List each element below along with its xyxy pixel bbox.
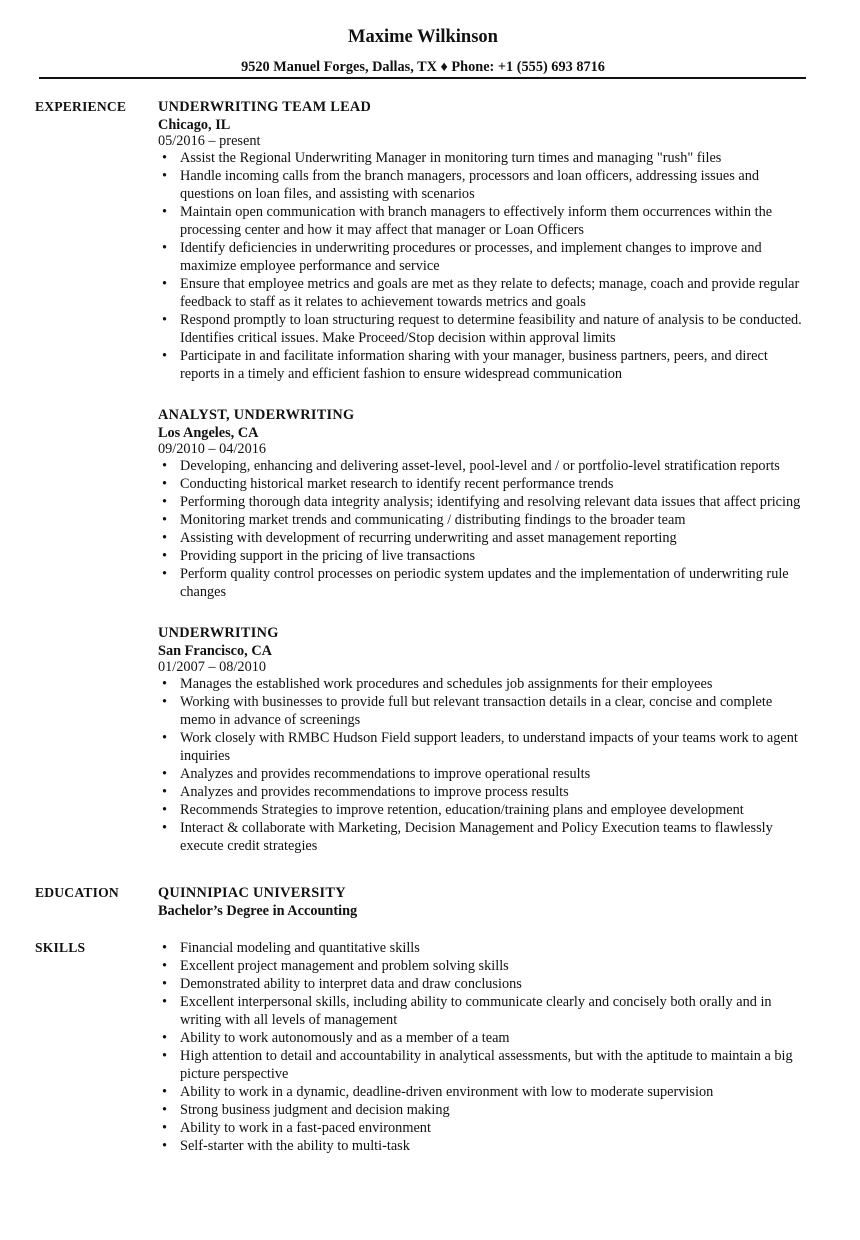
job-entry xyxy=(158,98,808,383)
education-body xyxy=(158,884,808,920)
bullet-text: • Manages the established work procedures and schedules job assignments for their employees xyxy=(180,676,713,692)
skill-text: • Excellent interpersonal skills, including ability to communicate clearly and concisely both orally and in writing with all levels of management xyxy=(180,994,772,1028)
skill-item xyxy=(158,1029,808,1047)
bullet-item xyxy=(158,783,808,801)
job-title: ANALYST, UNDERWRITING xyxy=(158,407,355,423)
job-dates: 09/2010 – 04/2016 xyxy=(158,441,267,457)
skill-item xyxy=(158,1083,808,1101)
skills-body xyxy=(158,939,808,1155)
bullet-item xyxy=(158,819,808,855)
experience-section xyxy=(0,98,860,855)
bullet-item xyxy=(158,801,808,819)
skill-item xyxy=(158,957,808,975)
school-name: QUINNIPIAC UNIVERSITY xyxy=(158,885,346,901)
job-entry xyxy=(158,624,808,855)
skill-text: • Ability to work autonomously and as a member of a team xyxy=(180,1030,510,1046)
bullet-text: • Performing thorough data integrity analysis; identifying and resolving relevant data issues that affect pricing xyxy=(180,494,801,510)
bullet-item xyxy=(158,729,808,765)
bullet-item xyxy=(158,239,808,275)
education-section xyxy=(0,884,860,920)
skill-item xyxy=(158,1101,808,1119)
skill-text: • High attention to detail and accountability in analytical assessments, but with the aptitude to maintain a big picture perspective xyxy=(180,1048,793,1082)
job-bullets xyxy=(158,457,808,601)
skill-text: • Excellent project management and problem solving skills xyxy=(180,958,509,974)
bullet-item xyxy=(158,457,808,475)
skill-item xyxy=(158,975,808,993)
bullet-text: • Working with businesses to provide full but relevant transaction details in a clear, concise and complete memo in advance of screenings xyxy=(180,694,773,728)
bullet-text: • Providing support in the pricing of live transactions xyxy=(180,548,476,564)
bullet-text: • Recommends Strategies to improve retention, education/training plans and employee development xyxy=(180,802,744,818)
resume-content xyxy=(0,98,860,1155)
bullet-item xyxy=(158,529,808,547)
bullet-item xyxy=(158,167,808,203)
skill-text: • Ability to work in a fast-paced environment xyxy=(180,1120,431,1136)
bullet-item xyxy=(158,203,808,239)
bullet-text: • Interact & collaborate with Marketing, Decision Management and Policy Execution teams to flawlessly execute credit strategies xyxy=(180,820,773,854)
bullet-text: • Respond promptly to loan structuring request to determine feasibility and nature of analysis to be conducted. Identifies critical issues. Make Proceed/Stop decision within approval limits xyxy=(180,312,802,346)
job-location: Los Angeles, CA xyxy=(158,425,259,441)
bullet-text: • Participate in and facilitate information sharing with your manager, business partners, peers, and direct reports in a timely and efficient fashion to ensure widespread communication xyxy=(180,348,768,382)
bullet-item xyxy=(158,475,808,493)
skill-item xyxy=(158,1119,808,1137)
skill-item xyxy=(158,1047,808,1083)
job-title: UNDERWRITING xyxy=(158,625,279,641)
section-label-education: EDUCATION xyxy=(35,885,119,900)
skill-text: • Self-starter with the ability to multi-task xyxy=(180,1138,410,1154)
job-dates: 05/2016 – present xyxy=(158,133,261,149)
bullet-item xyxy=(158,693,808,729)
job-entry xyxy=(158,406,808,601)
skill-text: • Financial modeling and quantitative skills xyxy=(180,940,420,956)
skills-section xyxy=(0,939,860,1155)
header-divider xyxy=(39,77,806,79)
resume-name: Maxime Wilkinson xyxy=(348,27,498,47)
bullet-item xyxy=(158,493,808,511)
bullet-text: • Developing, enhancing and delivering asset-level, pool-level and / or portfolio-level stratification reports xyxy=(180,458,780,474)
bullet-text: • Identify deficiencies in underwriting procedures or processes, and implement changes to improve and maximize employee performance and service xyxy=(180,240,762,274)
skill-item xyxy=(158,993,808,1029)
bullet-item xyxy=(158,565,808,601)
job-location: San Francisco, CA xyxy=(158,643,272,659)
skill-text: • Demonstrated ability to interpret data and draw conclusions xyxy=(180,976,522,992)
contact-line: 9520 Manuel Forges, Dallas, TX ♦ Phone: +1 (555) 693 8716 xyxy=(241,59,605,75)
bullet-text: • Maintain open communication with branch managers to effectively inform them occurrences within the processing center and how it may affect that manager or Loan Officers xyxy=(180,204,773,238)
job-bullets xyxy=(158,675,808,855)
bullet-item xyxy=(158,675,808,693)
job-dates: 01/2007 – 08/2010 xyxy=(158,659,267,675)
bullet-text: • Work closely with RMBC Hudson Field support leaders, to understand impacts of your teams work to agent inquiries xyxy=(180,730,798,764)
bullet-text: • Handle incoming calls from the branch managers, processors and loan officers, addressing issues and questions on loan files, and assisting with scenarios xyxy=(180,168,759,202)
skills-list xyxy=(158,939,808,1155)
bullet-text: • Ensure that employee metrics and goals are met as they relate to defects; manage, coach and provide regular feedback to staff as it relates to achievement towards metrics and goals xyxy=(180,276,800,310)
bullet-item xyxy=(158,149,808,167)
bullet-text: • Assist the Regional Underwriting Manager in monitoring turn times and managing "rush" files xyxy=(180,150,722,166)
bullet-text: • Monitoring market trends and communicating / distributing findings to the broader team xyxy=(180,512,686,528)
skill-text: • Strong business judgment and decision making xyxy=(180,1102,450,1118)
bullet-item xyxy=(158,311,808,347)
experience-body xyxy=(158,98,808,855)
job-bullets xyxy=(158,149,808,383)
job-location: Chicago, IL xyxy=(158,117,231,133)
degree: Bachelor’s Degree in Accounting xyxy=(158,903,358,919)
bullet-item xyxy=(158,347,808,383)
skill-item xyxy=(158,1137,808,1155)
bullet-item xyxy=(158,275,808,311)
bullet-item xyxy=(158,765,808,783)
skill-text: • Ability to work in a dynamic, deadline-driven environment with low to moderate supervision xyxy=(180,1084,714,1100)
section-label-experience: EXPERIENCE xyxy=(35,99,127,114)
bullet-text: • Analyzes and provides recommendations to improve process results xyxy=(180,784,569,800)
bullet-text: • Assisting with development of recurring underwriting and asset management reporting xyxy=(180,530,677,546)
bullet-item xyxy=(158,547,808,565)
bullet-text: • Perform quality control processes on periodic system updates and the implementation of underwriting rule changes xyxy=(180,566,789,600)
bullet-text: • Conducting historical market research to identify recent performance trends xyxy=(180,476,614,492)
bullet-item xyxy=(158,511,808,529)
bullet-text: • Analyzes and provides recommendations to improve operational results xyxy=(180,766,591,782)
skill-item xyxy=(158,939,808,957)
section-label-skills: SKILLS xyxy=(35,940,86,955)
job-title: UNDERWRITING TEAM LEAD xyxy=(158,99,372,115)
